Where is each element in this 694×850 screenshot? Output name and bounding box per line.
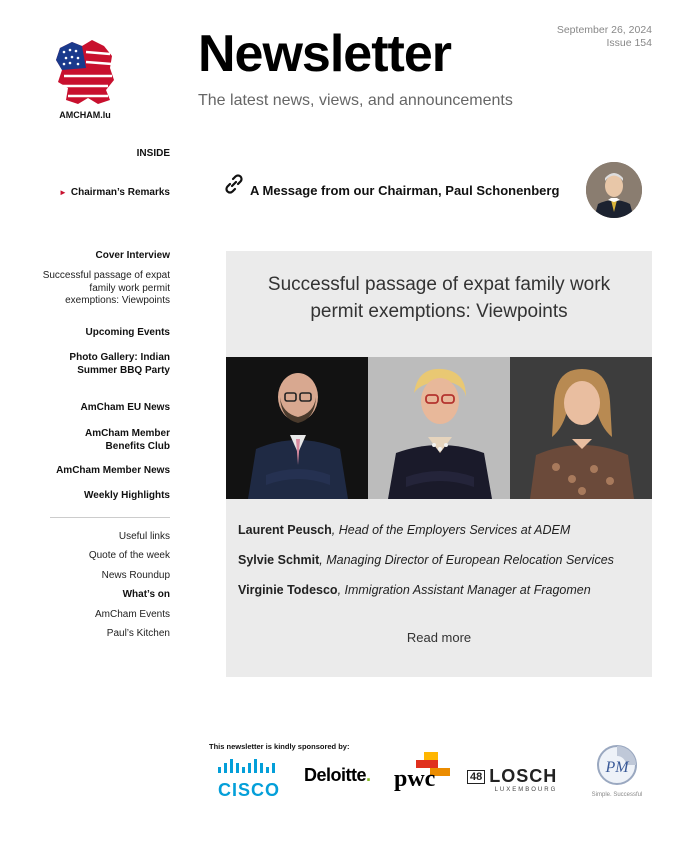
logo-text: AMCHAM.lu	[59, 110, 111, 120]
cover-story-card	[226, 251, 652, 677]
amcham-lion-flag-icon	[52, 38, 118, 108]
sidebar-item-member-benefits[interactable]: AmCham Member Benefits Club	[84, 428, 170, 452]
pm-circle-logo-icon	[590, 743, 644, 787]
sponsor-cisco[interactable]	[214, 757, 284, 801]
cover-photos	[226, 357, 652, 499]
sidebar-item-chairmans-remarks[interactable]	[40, 187, 170, 198]
sponsor-deloitte[interactable]	[304, 765, 371, 786]
person-sylvie-schmit	[238, 553, 614, 567]
person-name: Virginie Todesco	[238, 583, 338, 597]
losch-number-badge: 48	[467, 770, 485, 784]
cisco-wordmark: CISCO	[217, 780, 280, 800]
sidebar-item-useful-links[interactable]: Useful links	[118, 531, 170, 542]
inside-heading: INSIDE	[136, 148, 170, 159]
person-role: , Head of the Employers Services at ADEM	[331, 523, 571, 537]
sponsor-pm[interactable]	[590, 743, 644, 798]
page-tagline: The latest news, views, and announcements	[198, 92, 513, 109]
sidebar-item-upcoming-events[interactable]: Upcoming Events	[85, 327, 170, 338]
amcham-logo[interactable]	[52, 38, 118, 128]
sidebar-divider	[50, 517, 170, 518]
issue-number: Issue 154	[606, 37, 652, 49]
portrait-virginie-todesco	[510, 357, 652, 499]
issue-info	[557, 24, 652, 50]
losch-subtitle: LUXEMBOURG	[494, 787, 558, 793]
person-name: Laurent Peusch	[238, 523, 332, 537]
link-icon	[222, 172, 246, 196]
portrait-sylvie-schmit	[368, 357, 510, 499]
portrait-laurent-peusch	[226, 357, 368, 499]
person-virginie-todesco	[238, 583, 591, 597]
chairman-avatar	[586, 162, 642, 218]
sidebar-item-member-news[interactable]: AmCham Member News	[56, 465, 170, 476]
arrow-right-icon: ►	[58, 188, 67, 197]
sponsor-losch[interactable]	[467, 766, 557, 793]
person-laurent-peusch	[238, 523, 570, 537]
sidebar-item-label: Chairman’s Remarks	[70, 187, 170, 198]
cover-story-title[interactable]: Successful passage of expat family work permit exemptions: Viewpoints	[267, 274, 611, 322]
sidebar-item-whats-on[interactable]: What’s on	[122, 589, 170, 600]
page-title: Newsletter	[198, 25, 451, 83]
pwc-wordmark: pwc	[394, 766, 436, 792]
svg-text:PM: PM	[605, 759, 629, 776]
chairman-message-row[interactable]	[222, 170, 652, 210]
losch-wordmark: LOSCH	[489, 766, 558, 786]
chairman-message-link[interactable]: A Message from our Chairman, Paul Schonenberg	[250, 183, 560, 198]
person-role: , Managing Director of European Relocation Services	[319, 553, 614, 567]
deloitte-dot: .	[366, 765, 371, 785]
pm-tagline: Simple. Successful	[591, 792, 643, 798]
sponsors-label: This newsletter is kindly sponsored by:	[209, 742, 350, 751]
sidebar-item-pauls-kitchen[interactable]: Paul’s Kitchen	[106, 628, 170, 639]
cisco-bars-icon	[214, 757, 284, 775]
deloitte-wordmark: Deloitte	[304, 765, 367, 785]
sidebar-item-weekly-highlights[interactable]: Weekly Highlights	[84, 490, 170, 501]
read-more-link[interactable]: Read more	[406, 630, 472, 645]
person-role: , Immigration Assistant Manager at Fragomen	[337, 583, 591, 597]
sidebar-item-amcham-eu-news[interactable]: AmCham EU News	[80, 402, 170, 413]
sidebar-item-photo-gallery[interactable]: Photo Gallery: Indian Summer BBQ Party	[69, 352, 170, 376]
person-name: Sylvie Schmit	[238, 553, 320, 567]
sidebar-item-quote-of-week[interactable]: Quote of the week	[88, 550, 170, 561]
sidebar-item-cover-article[interactable]: Successful passage of expat family work permit exemptions: Viewpoints	[42, 270, 170, 306]
sidebar-item-news-roundup[interactable]: News Roundup	[101, 570, 170, 581]
issue-date: September 26, 2024	[556, 24, 652, 36]
sidebar-item-amcham-events[interactable]: AmCham Events	[94, 609, 170, 620]
sponsor-pwc[interactable]	[394, 752, 456, 796]
sidebar-item-cover-interview[interactable]: Cover Interview	[95, 250, 170, 261]
